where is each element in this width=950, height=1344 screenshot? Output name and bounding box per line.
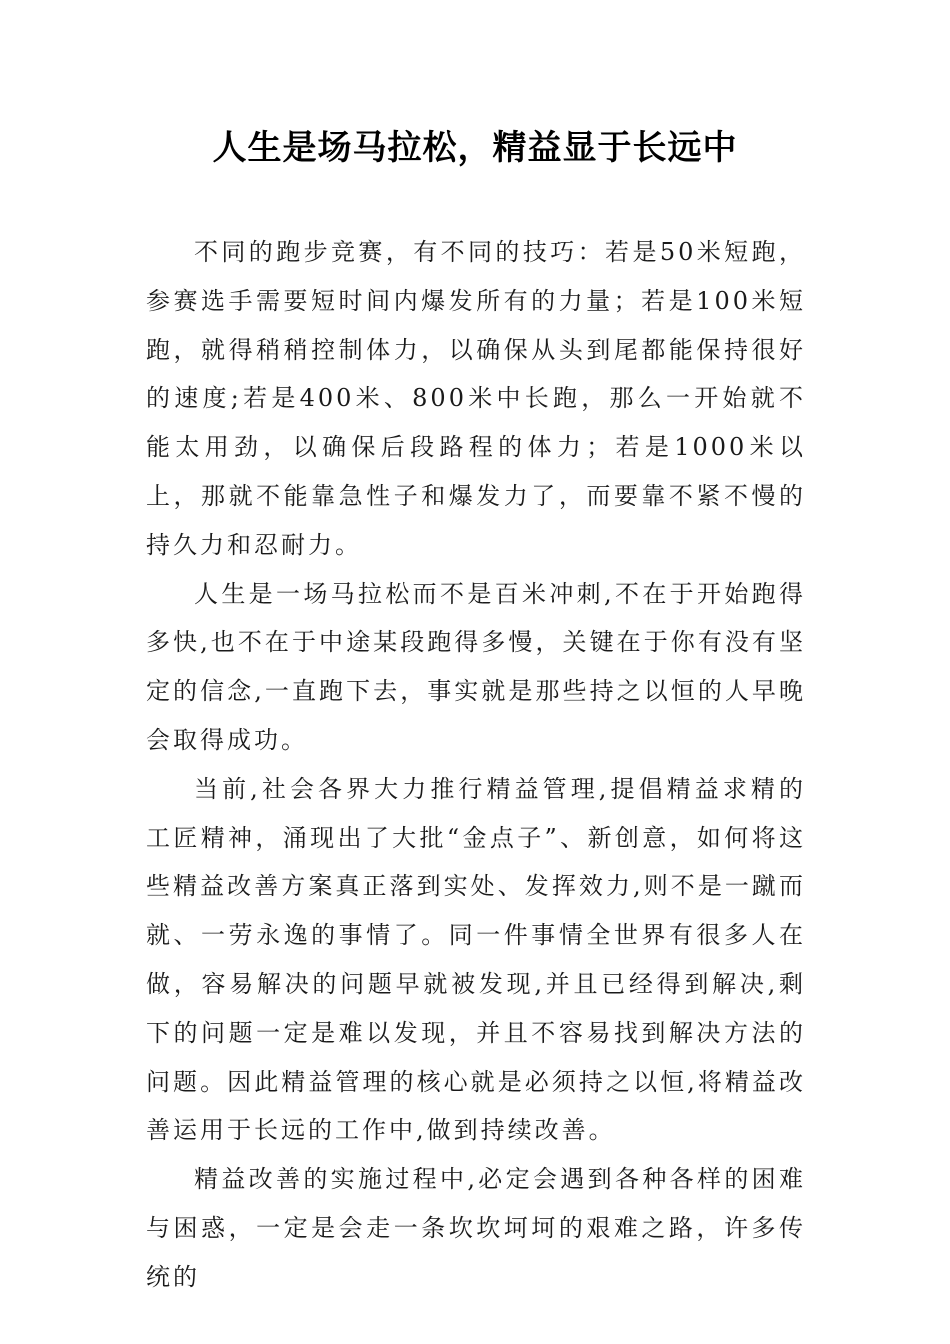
paragraph-1: 不同的跑步竞赛，有不同的技巧：若是50米短跑，参赛选手需要短时间内爆发所有的力量；若是100米短跑，就得稍稍控制体力，以确保从头到尾都能保持很好的速度;若是400米、800米中长跑，那么一开始就不能太用劲，以确保后段路程的体力；若是1000米以上，那就不能靠急性子和爆发力了，而要靠不紧不慢的持久力和忍耐力。 <box>146 238 806 559</box>
paragraph-2: 人生是一场马拉松而不是百米冲刺,不在于开始跑得多快,也不在于中途某段跑得多慢，关键在于你有没有坚定的信念,一直跑下去，事实就是那些持之以恒的人早晚会取得成功。 <box>146 579 806 754</box>
paragraph-3: 当前,社会各界大力推行精益管理,提倡精益求精的工匠精神，涌现出了大批“金点子”、新创意，如何将这些精益改善方案真正落到实处、发挥效力,则不是一蹴而就、一劳永逸的事情了。同一件事情全世界有很多人在做，容易解决的问题早就被发现,并且已经得到解决,剩下的问题一定是难以发现，并且不容易找到解决方法的问题。因此精益管理的核心就是必须持之以恒,将精益改善运用于长远的工作中,做到持续改善。 <box>146 774 806 1145</box>
document-body <box>146 228 806 1302</box>
paragraph-4: 精益改善的实施过程中,必定会遇到各种各样的困难与困惑，一定是会走一条坎坎坷坷的艰难之路，许多传统的 <box>146 1165 806 1291</box>
document-title: 人生是场马拉松，精益显于长远中 <box>212 128 738 168</box>
